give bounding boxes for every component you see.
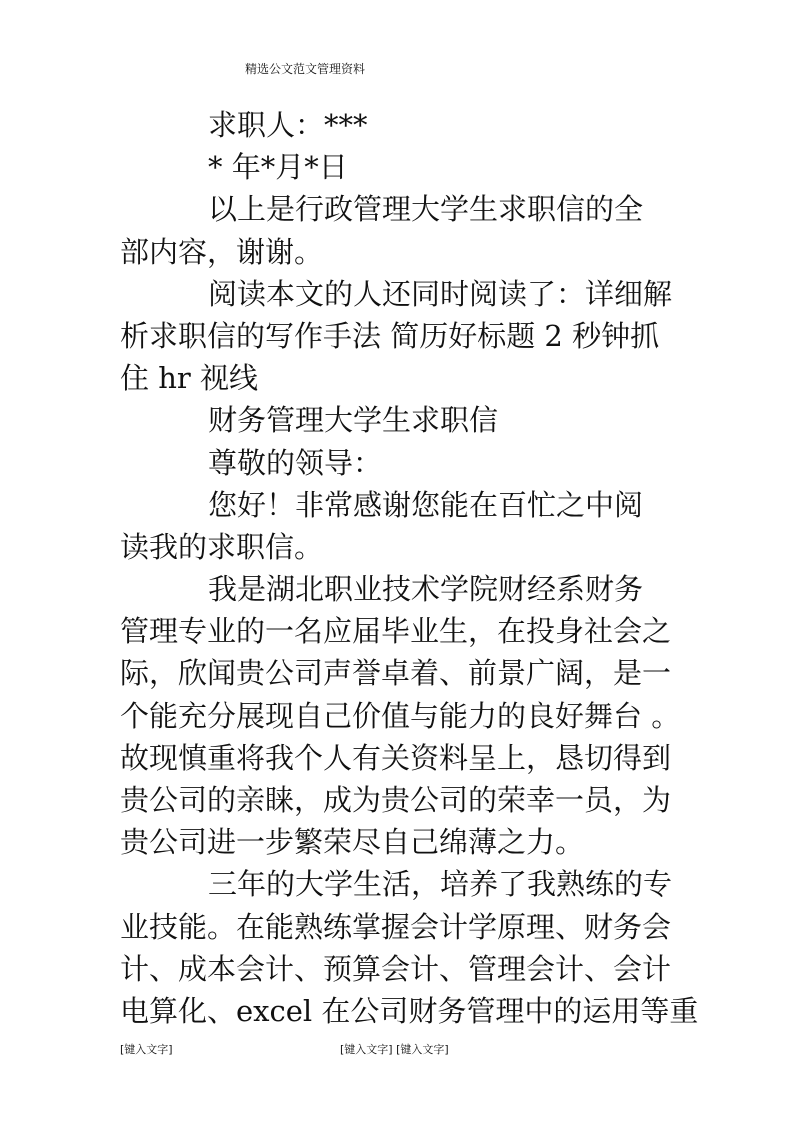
text-line: * 年*月*日 (208, 150, 348, 185)
text-line: 求职人：*** (208, 108, 368, 142)
text-line: 计、成本会计、预算会计、管理会计、会计 (120, 951, 672, 986)
text-line: 住 hr 视线 (120, 361, 258, 396)
text-line: 以上是行政管理大学生求职信的全 (208, 192, 644, 227)
text-line: 电算化、excel 在公司财务管理中的运用等重 (120, 993, 699, 1028)
text-line: 贵公司进一步繁荣尽自己绵薄之力。 (120, 825, 585, 860)
text-line: 际，欣闻贵公司声誉卓着、前景广阔，是一 (120, 656, 672, 691)
page-header: 精选公文范文管理资料 (245, 62, 366, 76)
footer-left: [键入文字] (120, 1043, 173, 1056)
text-line: 读我的求职信。 (120, 529, 324, 564)
text-line: 您好！非常感谢您能在百忙之中阅 (208, 487, 644, 522)
text-line: 析求职信的写作手法 简历好标题 2 秒钟抓 (120, 318, 660, 353)
text-line: 个能充分展现自己价值与能力的良好舞台 。 (120, 698, 681, 733)
text-line: 管理专业的一名应届毕业生，在投身社会之 (120, 614, 672, 649)
text-line: 我是湖北职业技术学院财经系财务 (208, 572, 644, 607)
text-line: 尊敬的领导： (208, 445, 383, 480)
document-body (120, 104, 699, 1032)
text-line: 三年的大学生活，培养了我熟练的专 (208, 867, 673, 902)
text-line: 阅读本文的人还同时阅读了：详细解 (208, 276, 673, 311)
footer-middle: [键入文字] [键入文字] (340, 1043, 449, 1056)
text-line: 故现慎重将我个人有关资料呈上，恳切得到 (120, 740, 672, 775)
text-line: 部内容，谢谢。 (120, 234, 324, 269)
text-line: 财务管理大学生求职信 (208, 403, 499, 438)
text-line: 贵公司的亲睐，成为贵公司的荣幸一员，为 (120, 783, 672, 817)
text-line: 业技能。在能熟练掌握会计学原理、财务会 (120, 909, 672, 944)
